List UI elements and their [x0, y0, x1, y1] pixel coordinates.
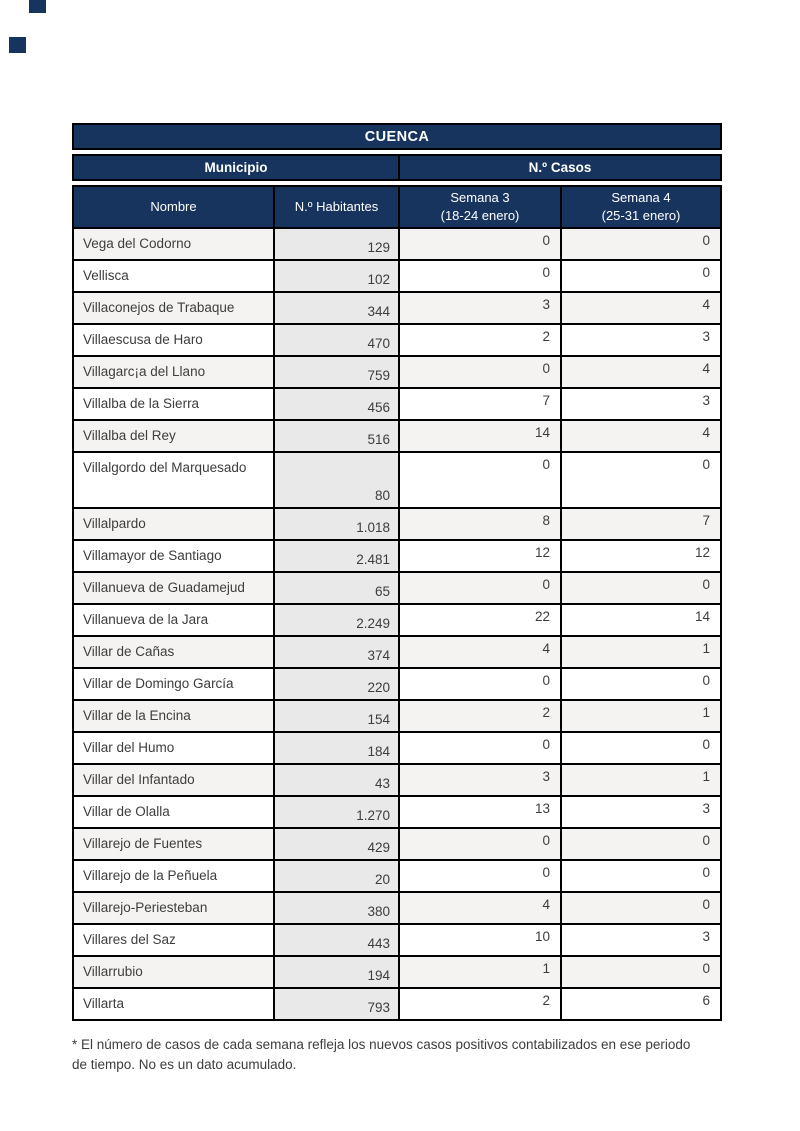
semana4-cases-cell: 0 — [562, 733, 722, 765]
table-row — [72, 325, 722, 357]
municipality-name-cell: Villalba de la Sierra — [72, 389, 275, 421]
semana4-cases-cell: 3 — [562, 925, 722, 957]
semana4-cases-cell: 12 — [562, 541, 722, 573]
semana4-cases-cell: 0 — [562, 669, 722, 701]
semana4-cases-cell: 7 — [562, 509, 722, 541]
column-header-nombre — [72, 185, 275, 229]
semana3-cases-cell: 13 — [400, 797, 562, 829]
semana3-cases-cell: 2 — [400, 325, 562, 357]
semana3-cases-cell: 0 — [400, 861, 562, 893]
semana3-cases-cell: 3 — [400, 293, 562, 325]
municipality-name-cell: Villarrubio — [72, 957, 275, 989]
column-group-casos: N.º Casos — [400, 154, 722, 181]
municipality-name-cell: Villalpardo — [72, 509, 275, 541]
column-header-label: Semana 4 — [611, 190, 671, 205]
footnote — [72, 1035, 752, 1075]
semana4-cases-cell: 4 — [562, 357, 722, 389]
cuenca-cases-table — [72, 123, 722, 1021]
municipality-name-cell: Villarejo de Fuentes — [72, 829, 275, 861]
habitantes-cell: 184 — [275, 733, 400, 765]
habitantes-cell: 443 — [275, 925, 400, 957]
semana3-cases-cell: 8 — [400, 509, 562, 541]
habitantes-cell: 344 — [275, 293, 400, 325]
column-group-municipio: Municipio — [72, 154, 400, 181]
municipality-name-cell: Villar del Humo — [72, 733, 275, 765]
table-row — [72, 229, 722, 261]
logo-fragment-icon — [9, 37, 26, 53]
table-row — [72, 421, 722, 453]
table-row — [72, 893, 722, 925]
habitantes-cell: 102 — [275, 261, 400, 293]
table-row — [72, 261, 722, 293]
semana4-cases-cell: 1 — [562, 637, 722, 669]
column-header-habitantes — [275, 185, 400, 229]
semana4-cases-cell: 1 — [562, 701, 722, 733]
semana3-cases-cell: 3 — [400, 765, 562, 797]
habitantes-cell: 2.249 — [275, 605, 400, 637]
municipality-name-cell: Villares del Saz — [72, 925, 275, 957]
municipality-name-cell: Villarejo-Periesteban — [72, 893, 275, 925]
semana3-cases-cell: 2 — [400, 989, 562, 1021]
municipality-name-cell: Villar de Cañas — [72, 637, 275, 669]
table-row — [72, 541, 722, 573]
table-row — [72, 293, 722, 325]
habitantes-cell: 380 — [275, 893, 400, 925]
semana4-cases-cell: 0 — [562, 861, 722, 893]
habitantes-cell: 793 — [275, 989, 400, 1021]
column-header-semana3 — [400, 185, 562, 229]
table-row — [72, 637, 722, 669]
table-row — [72, 765, 722, 797]
habitantes-cell: 20 — [275, 861, 400, 893]
semana3-cases-cell: 0 — [400, 453, 562, 509]
table-row — [72, 573, 722, 605]
habitantes-cell: 154 — [275, 701, 400, 733]
table-row — [72, 605, 722, 637]
semana4-cases-cell: 0 — [562, 453, 722, 509]
table-row — [72, 957, 722, 989]
column-header-label: Nombre — [150, 199, 197, 214]
municipality-name-cell: Villar de Olalla — [72, 797, 275, 829]
table-row — [72, 669, 722, 701]
habitantes-cell: 2.481 — [275, 541, 400, 573]
semana3-cases-cell: 10 — [400, 925, 562, 957]
municipality-name-cell: Villar del Infantado — [72, 765, 275, 797]
habitantes-cell: 456 — [275, 389, 400, 421]
habitantes-cell: 220 — [275, 669, 400, 701]
habitantes-cell: 65 — [275, 573, 400, 605]
municipality-name-cell: Villalgordo del Marquesado — [72, 453, 275, 509]
habitantes-cell: 129 — [275, 229, 400, 261]
column-header-sublabel: (25-31 enero) — [601, 208, 681, 223]
habitantes-cell: 194 — [275, 957, 400, 989]
habitantes-cell: 43 — [275, 765, 400, 797]
semana4-cases-cell: 0 — [562, 893, 722, 925]
habitantes-cell: 516 — [275, 421, 400, 453]
municipality-name-cell: Villaescusa de Haro — [72, 325, 275, 357]
semana3-cases-cell: 7 — [400, 389, 562, 421]
semana3-cases-cell: 12 — [400, 541, 562, 573]
semana4-cases-cell: 0 — [562, 573, 722, 605]
semana4-cases-cell: 3 — [562, 389, 722, 421]
column-header-sublabel: (18-24 enero) — [440, 208, 520, 223]
column-header-semana4 — [562, 185, 722, 229]
semana4-cases-cell: 3 — [562, 325, 722, 357]
column-header-label: Semana 3 — [450, 190, 510, 205]
semana4-cases-cell: 4 — [562, 293, 722, 325]
semana3-cases-cell: 0 — [400, 573, 562, 605]
semana3-cases-cell: 22 — [400, 605, 562, 637]
semana4-cases-cell: 6 — [562, 989, 722, 1021]
municipality-name-cell: Villaconejos de Trabaque — [72, 293, 275, 325]
municipality-name-cell: Villamayor de Santiago — [72, 541, 275, 573]
table-row — [72, 733, 722, 765]
habitantes-cell: 374 — [275, 637, 400, 669]
semana3-cases-cell: 14 — [400, 421, 562, 453]
semana4-cases-cell: 1 — [562, 765, 722, 797]
semana3-cases-cell: 2 — [400, 701, 562, 733]
column-header-row — [72, 185, 722, 229]
habitantes-cell: 1.018 — [275, 509, 400, 541]
municipality-name-cell: Villalba del Rey — [72, 421, 275, 453]
semana3-cases-cell: 0 — [400, 733, 562, 765]
municipality-name-cell: Villarejo de la Peñuela — [72, 861, 275, 893]
habitantes-cell: 80 — [275, 453, 400, 509]
table-row — [72, 797, 722, 829]
semana3-cases-cell: 0 — [400, 229, 562, 261]
column-header-label: N.º Habitantes — [294, 199, 379, 214]
municipality-name-cell: Villar de Domingo García — [72, 669, 275, 701]
semana4-cases-cell: 0 — [562, 261, 722, 293]
municipality-name-cell: Villagarc¡a del Llano — [72, 357, 275, 389]
semana4-cases-cell: 3 — [562, 797, 722, 829]
semana3-cases-cell: 4 — [400, 637, 562, 669]
semana3-cases-cell: 0 — [400, 261, 562, 293]
municipality-name-cell: Villarta — [72, 989, 275, 1021]
group-header-row — [72, 154, 722, 181]
habitantes-cell: 429 — [275, 829, 400, 861]
table-title: CUENCA — [72, 123, 722, 150]
semana4-cases-cell: 0 — [562, 229, 722, 261]
habitantes-cell: 1.270 — [275, 797, 400, 829]
semana4-cases-cell: 4 — [562, 421, 722, 453]
table-row — [72, 509, 722, 541]
municipality-name-cell: Villanueva de Guadamejud — [72, 573, 275, 605]
footnote-line: * El número de casos de cada semana refleja los nuevos casos positivos contabilizados en ese periodo — [72, 1037, 691, 1052]
table-row — [72, 701, 722, 733]
semana3-cases-cell: 4 — [400, 893, 562, 925]
habitantes-cell: 470 — [275, 325, 400, 357]
table-body — [72, 229, 722, 1021]
municipality-name-cell: Vega del Codorno — [72, 229, 275, 261]
semana3-cases-cell: 0 — [400, 669, 562, 701]
footnote-line: de tiempo. No es un dato acumulado. — [72, 1057, 297, 1072]
table-row — [72, 861, 722, 893]
logo-fragment-icon — [29, 0, 46, 13]
table-row — [72, 829, 722, 861]
semana4-cases-cell: 0 — [562, 829, 722, 861]
table-row — [72, 453, 722, 509]
semana3-cases-cell: 1 — [400, 957, 562, 989]
semana3-cases-cell: 0 — [400, 357, 562, 389]
municipality-name-cell: Villar de la Encina — [72, 701, 275, 733]
semana4-cases-cell: 0 — [562, 957, 722, 989]
semana4-cases-cell: 14 — [562, 605, 722, 637]
table-row — [72, 925, 722, 957]
table-row — [72, 989, 722, 1021]
municipality-name-cell: Villanueva de la Jara — [72, 605, 275, 637]
table-row — [72, 357, 722, 389]
table-row — [72, 389, 722, 421]
municipality-name-cell: Vellisca — [72, 261, 275, 293]
semana3-cases-cell: 0 — [400, 829, 562, 861]
habitantes-cell: 759 — [275, 357, 400, 389]
